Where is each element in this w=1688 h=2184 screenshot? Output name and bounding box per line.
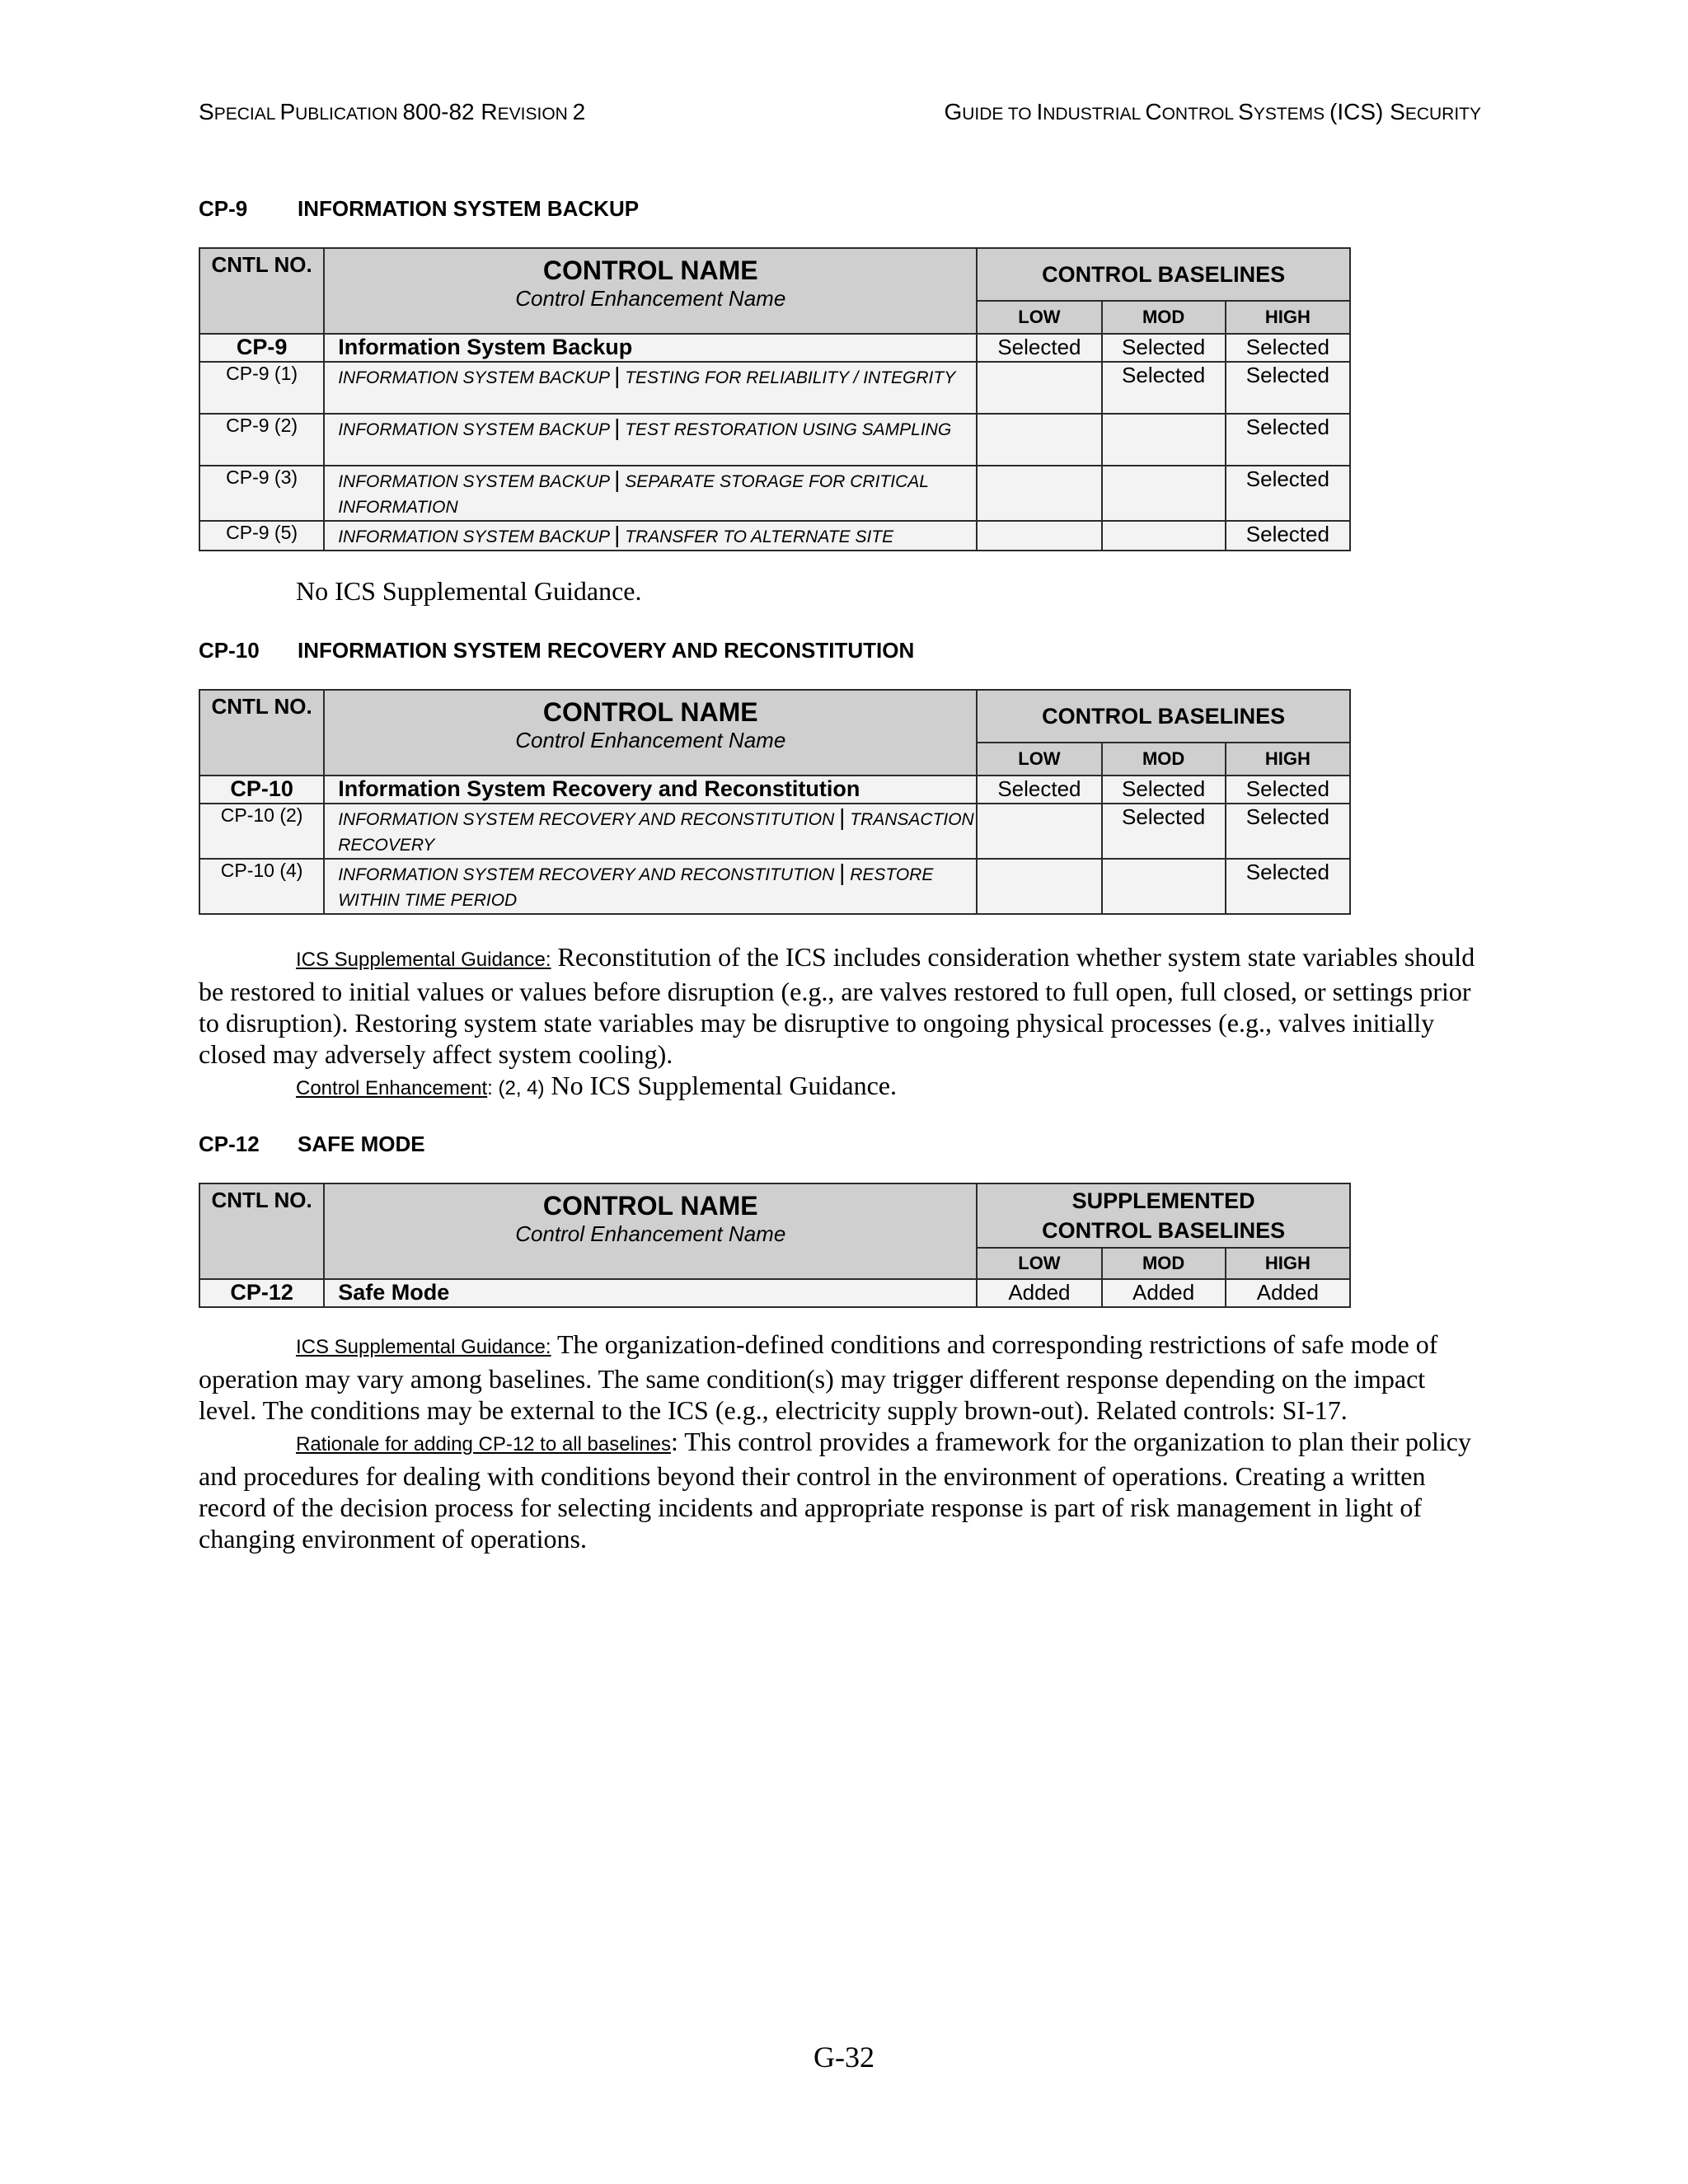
high-header: HIGH [1226,743,1350,776]
mod-header: MOD [1102,743,1226,776]
table-row: CP-9 (1) INFORMATION SYSTEM BACKUP | TESTING FOR RELIABILITY / INTEGRITY Selected Selected [199,362,1350,414]
table-row: CP-12 Safe Mode Added Added Added [199,1279,1350,1307]
running-header-left: SPECIAL PUBLICATION 800-82 REVISION 2 [199,99,586,124]
low-header: LOW [977,1248,1101,1279]
supplemental-guidance: ICS Supplemental Guidance: The organization-defined conditions and corresponding restrictions of safe mode of operation may vary among baselines. The same condition(s) may trigger different response depending on the impact level. The conditions may be external to the ICS (e.g., electricity supply brown-out). Related controls: SI-17. Rationale for adding CP-12 to all baselines: This control provides a framework for the organization to plan their policy and procedures for dealing with conditions beyond their control in the environment of operations. Creating a written record of the decision process for selecting incidents and appropriate response is part of risk management in light of changing environment of operations. [199,1329,1471,1554]
control-name-header: CONTROL NAME Control Enhancement Name [324,1183,977,1279]
control-table [199,689,1351,915]
low-header: LOW [977,301,1101,334]
mod-header: MOD [1102,1248,1226,1279]
cntl-no-header: CNTL NO. [199,248,324,334]
control-table [199,247,1351,551]
supplemental-guidance: No ICS Supplemental Guidance. [296,576,642,606]
table-row: CP-10 (2) INFORMATION SYSTEM RECOVERY AND RECONSTITUTION | TRANSACTION RECOVERY Selected Selected [199,804,1350,859]
running-header-right: GUIDE TO INDUSTRIAL CONTROL SYSTEMS (ICS) SECURITY [944,99,1481,124]
high-header: HIGH [1226,1248,1350,1279]
baselines-header: SUPPLEMENTED CONTROL BASELINES [977,1183,1350,1248]
supplemental-guidance: ICS Supplemental Guidance: Reconstitution of the ICS includes consideration whether system state variables should be restored to initial values or values before disruption (e.g., are valves restored to full open, full closed, or settings prior to disruption). Restoring system state variables may be disruptive to ongoing physical processes (e.g., valves initially closed may adversely affect system cooling). Control Enhancement: (2, 4) No ICS Supplemental Guidance. [199,942,1475,1100]
mod-header: MOD [1102,301,1226,334]
control-table [199,1183,1351,1308]
page-number: G-32 [814,2041,874,2074]
section-heading: CP-10 INFORMATION SYSTEM RECOVERY AND RECONSTITUTION [199,638,915,663]
cntl-no-header: CNTL NO. [199,690,324,776]
high-header: HIGH [1226,301,1350,334]
section-heading: CP-9 INFORMATION SYSTEM BACKUP [199,196,640,221]
control-name-header: CONTROL NAME Control Enhancement Name [324,248,977,334]
table-row: CP-9 (2) INFORMATION SYSTEM BACKUP | TEST RESTORATION USING SAMPLING Selected [199,414,1350,466]
table-row: CP-10 Information System Recovery and Reconstitution Selected Selected Selected [199,776,1350,804]
baselines-header: CONTROL BASELINES [977,248,1350,301]
control-name-header: CONTROL NAME Control Enhancement Name [324,690,977,776]
table-row: CP-10 (4) INFORMATION SYSTEM RECOVERY AND RECONSTITUTION | RESTORE WITHIN TIME PERIOD Selected [199,859,1350,914]
cntl-no-header: CNTL NO. [199,1183,324,1279]
table-row: CP-9 (3) INFORMATION SYSTEM BACKUP | SEPARATE STORAGE FOR CRITICAL INFORMATION Selected [199,466,1350,521]
table-row: CP-9 Information System Backup Selected Selected Selected [199,334,1350,362]
section-heading: CP-12 SAFE MODE [199,1132,425,1156]
baselines-header: CONTROL BASELINES [977,690,1350,743]
table-row: CP-9 (5) INFORMATION SYSTEM BACKUP | TRANSFER TO ALTERNATE SITE Selected [199,521,1350,551]
low-header: LOW [977,743,1101,776]
